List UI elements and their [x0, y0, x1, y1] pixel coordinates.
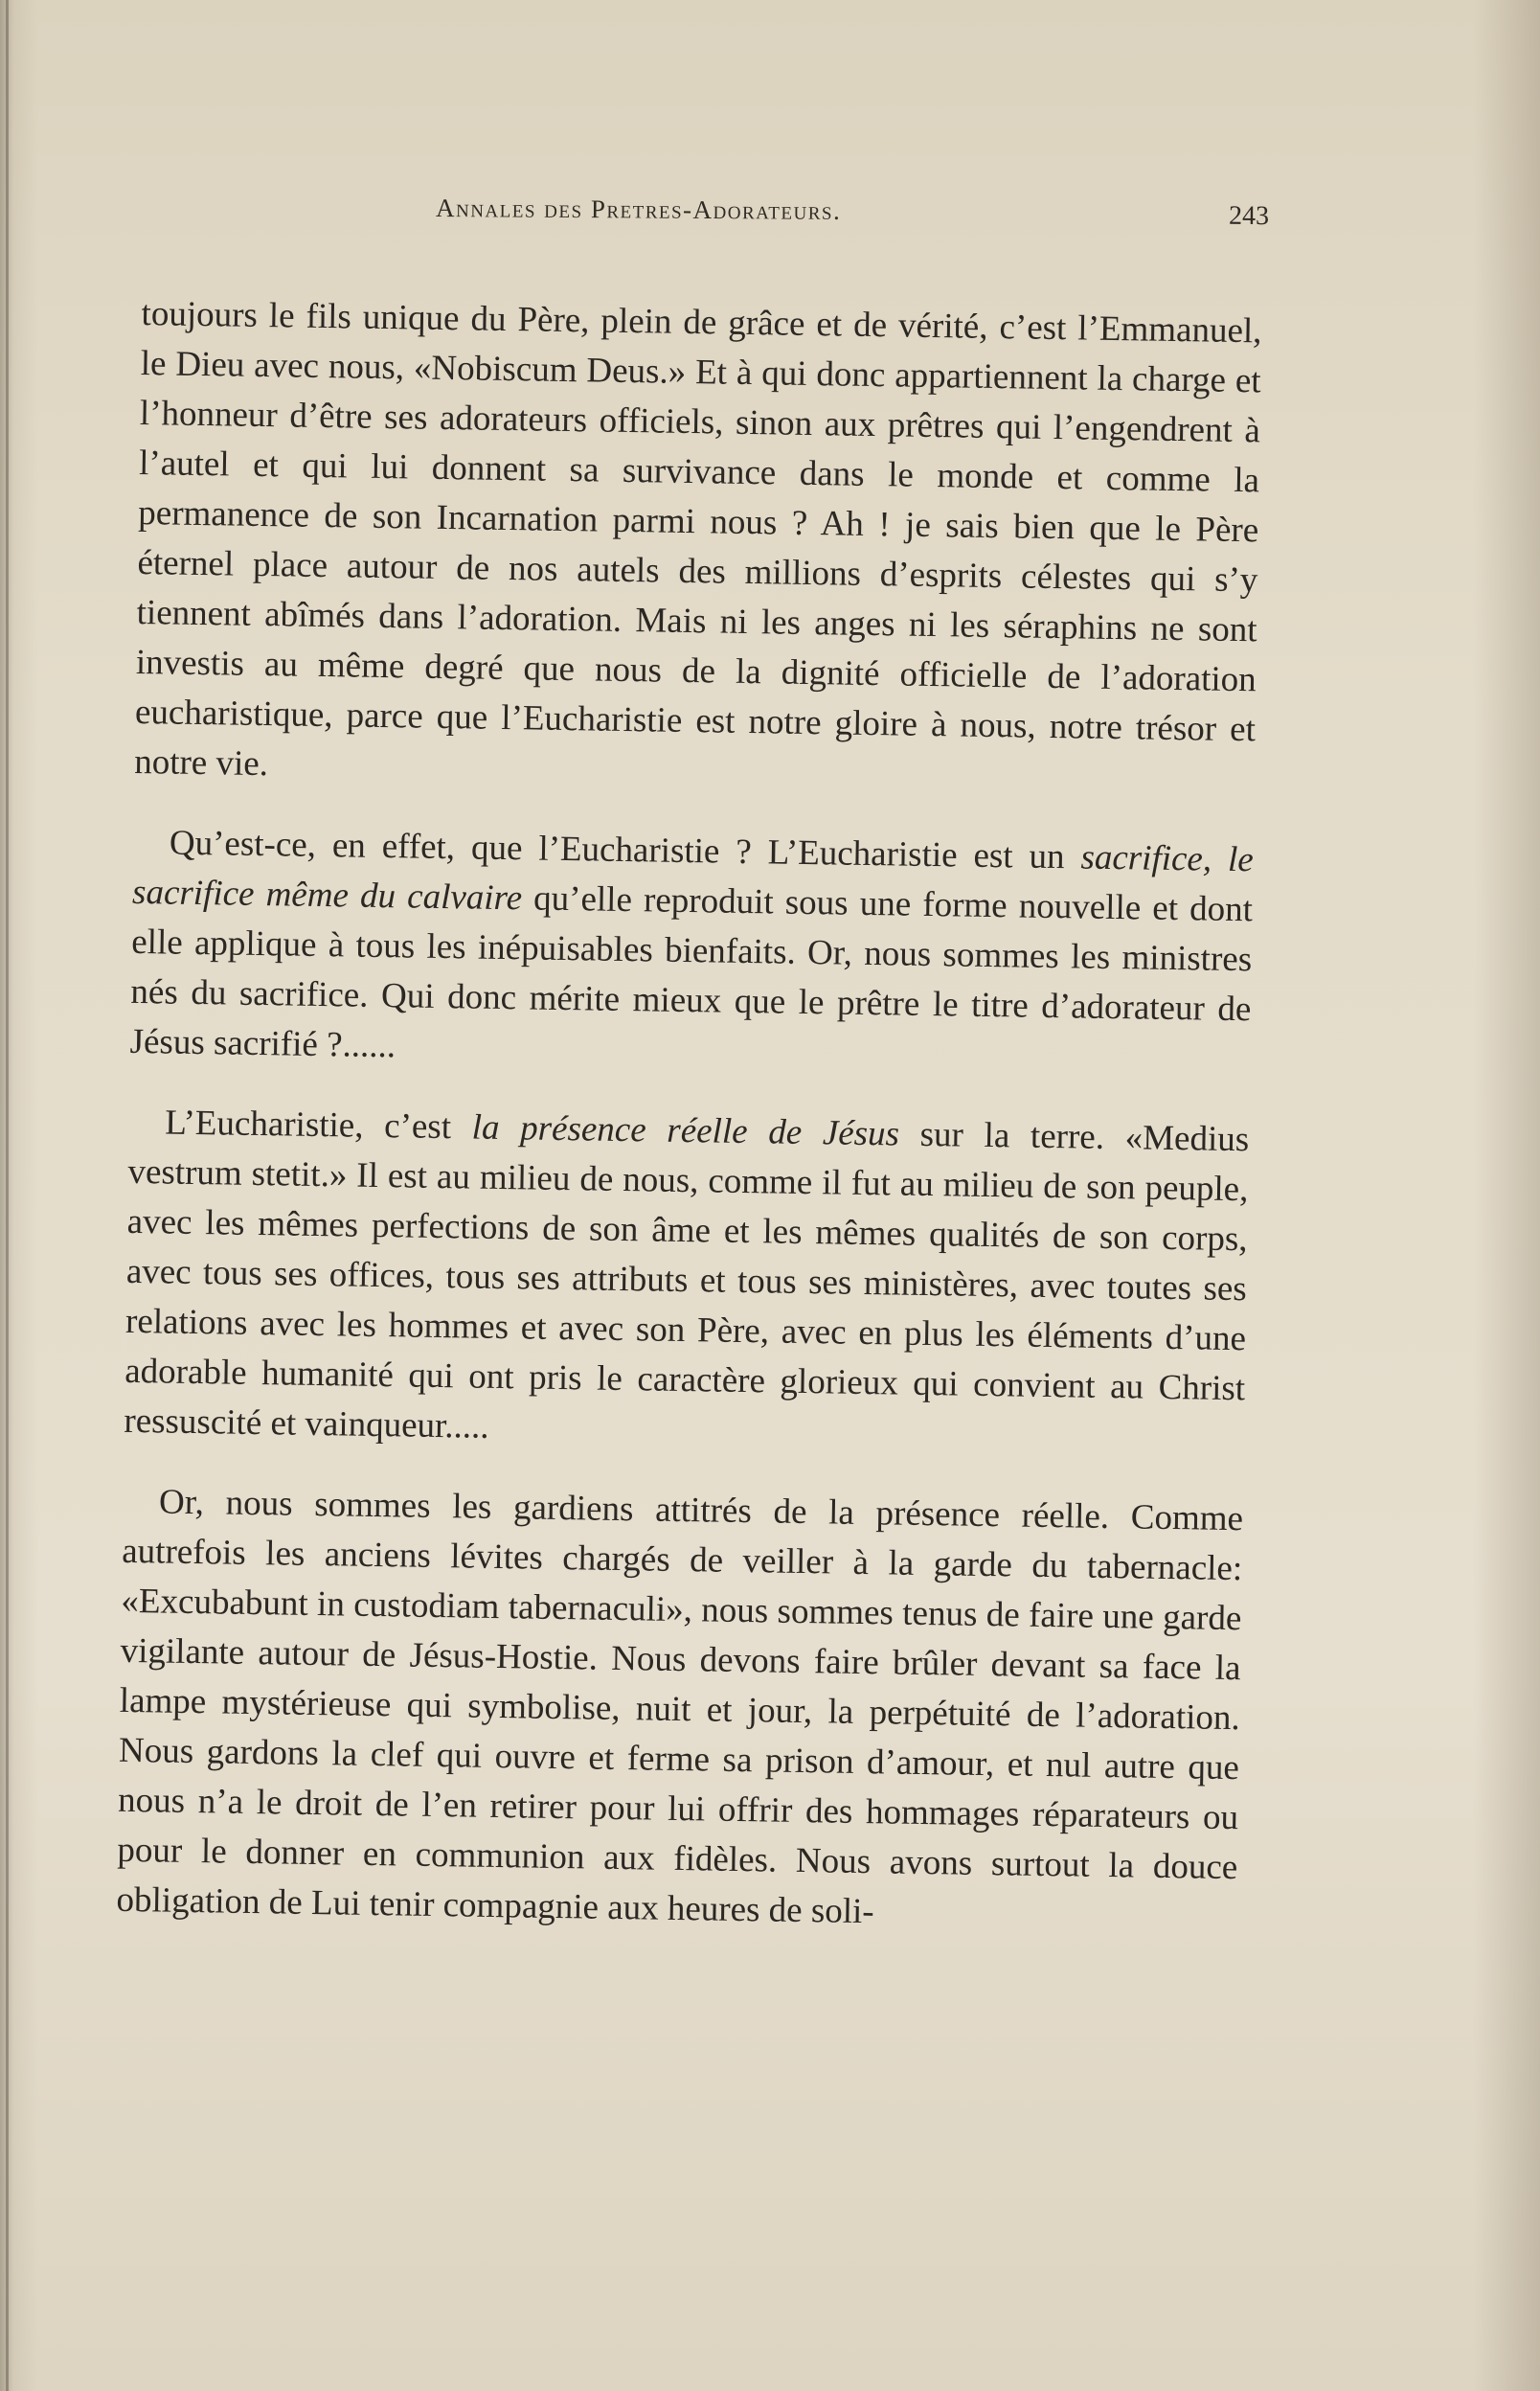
paragraph-2-italic: sacrifice, le sacrifice même du calvaire	[131, 837, 1255, 919]
paragraph-3	[124, 1098, 1250, 1464]
body-text	[116, 289, 1262, 1973]
paragraph-3-end: sur la terre. «Medius vestrum stetit.» Il est au milieu de nous, comme il fut au milieu de son peuple, avec les mêmes perfections de son âme et les mêmes qualités de son corps, avec tous ses offices, tous ses attributs et tous ses ministères, avec toutes ses relations avec les hommes et avec son Père, avec en plus les éléments d’une adorable humanité qui ont pris le caractère glorieux qui convient au Christ ressuscité et vainqueur.....	[124, 1114, 1250, 1446]
paragraph-4: Or, nous sommes les gardiens attitrés de la présence réelle. Comme autrefois les anciens lévites chargés de veiller à la garde du tabernacle: «Excubabunt in custodiam tabernaculi», nous sommes tenus de faire une garde vigilante autour de Jésus-Hostie. Nous devons faire brûler devant sa face la lampe mystérieuse qui symbolise, nuit et jour, la perpétuité de l’adoration. Nous gardons la clef qui ouvre et ferme sa prison d’amour, et nul autre que nous n’a le droit de l’en retirer pour lui offrir des hommages réparateurs ou pour le donner en communion aux fidèles. Nous avons surtout la douce obligation de Lui tenir compagnie aux heures de soli-	[116, 1482, 1244, 1932]
paragraph-3-start: L’Eucharistie, c’est	[165, 1103, 473, 1148]
page-number: 243	[1228, 200, 1270, 232]
paragraph-2-end: qu’elle reproduit sous une forme nouvelle et dont elle applique à tous les inépuisables bienfaits. Or, nous sommes les ministres nés du sacrifice. Qui donc mérite mieux que le prêtre le titre d’adorateur de Jésus sacrifié ?......	[129, 878, 1254, 1066]
paragraph-3-italic: la présence réelle de Jésus	[471, 1107, 900, 1154]
paragraph-2-start: Qu’est-ce, en effet, que l’Eucharistie ? L’Eucharistie est un	[169, 823, 1081, 877]
paragraph-2	[129, 818, 1254, 1084]
page-gutter-shadow	[6, 0, 9, 2391]
running-title: Annales des Pretres-Adorateurs.	[435, 193, 842, 225]
page-header	[436, 194, 1269, 238]
paragraph-1: toujours le fils unique du Père, plein de grâce et de vérité, c’est l’Emmanuel, le Dieu avec nous, «Nobiscum Deus.» Et à qui donc appartiennent la charge et l’honneur d’être ses adorateurs officiels, sinon aux prêtres qui l’engendrent à l’autel et qui lui donnent sa survivance dans le monde et comme la permanence de son Incarnation parmi nous ? Ah ! je sais bien que le Père éternel place autour de nos autels des millions d’esprits célestes qui s’y tiennent abîmés dans l’adoration. Mais ni les anges ni les séraphins ne sont investis au même degré que nous de la dignité officielle de l’adoration eucharistique, parce que l’Eucharistie est notre gloire à nous, notre trésor et notre vie.	[133, 293, 1262, 785]
